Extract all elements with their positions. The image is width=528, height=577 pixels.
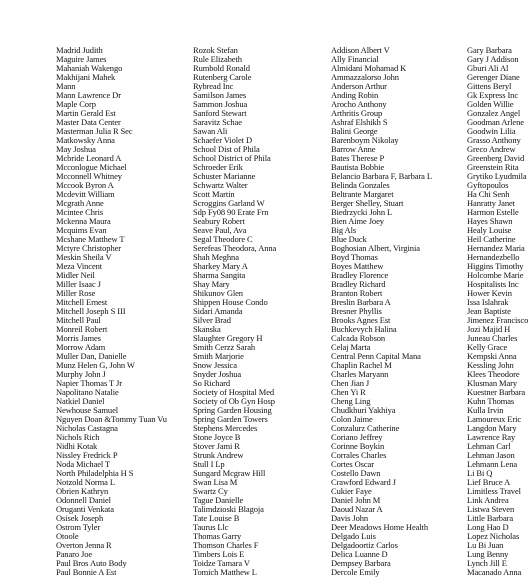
name-entry: Lung Benny: [467, 549, 509, 559]
name-entry: Otoole: [56, 531, 79, 541]
name-entry: Smith Marjorie: [193, 351, 244, 361]
name-entry: Greenberg David: [467, 153, 525, 163]
name-entry: Barrow Anne: [331, 144, 376, 154]
name-entry: Mctyre Christopher: [56, 243, 122, 253]
name-entry: Gary Barbara: [467, 45, 512, 55]
name-entry: Rozok Stefan: [193, 45, 238, 55]
name-entry: Smith Cerzz Sarah: [193, 342, 256, 352]
name-entry: Charles Maryann: [331, 369, 389, 379]
name-entry: So Richard: [193, 378, 231, 388]
name-entry: Ostrom Tyler: [56, 522, 101, 532]
name-entry: Celaj Marta: [331, 342, 371, 352]
name-entry: Samilson James: [193, 90, 247, 100]
name-entry: Issa Islahrak: [467, 297, 509, 307]
name-entry: Paul Bros Auto Body: [56, 558, 127, 568]
name-column-4: [467, 46, 528, 577]
name-entry: May Joshua: [56, 144, 96, 154]
name-entry: Mcbride Leonard A: [56, 153, 122, 163]
name-entry: Sdp Fy08 90 Erate Frn: [193, 207, 269, 217]
name-entry: Hayes Shawn: [467, 216, 513, 226]
name-entry: Chen Jian J: [331, 378, 370, 388]
name-entry: Kelly Grace: [467, 342, 508, 352]
name-entry: Masterman Julia R Sec: [56, 126, 133, 136]
name-entry: Kulla Irvin: [467, 405, 504, 415]
name-entry: Golden Willie: [467, 99, 514, 109]
name-entry: Shippen House Condo: [193, 297, 268, 307]
name-entry: Anderson Arthur: [331, 81, 387, 91]
name-entry: Goodwin Lilia: [467, 126, 516, 136]
name-entry: Arocho Anthony: [331, 99, 387, 109]
name-entry: Lehman Jason: [467, 450, 515, 460]
name-entry: Buchkevych Halina: [331, 324, 397, 334]
name-entry: Tague Danielle: [193, 495, 244, 505]
name-entry: Miller Rose: [56, 288, 96, 298]
name-column-2: [193, 46, 276, 577]
name-entry: Daoud Nazar A: [331, 504, 383, 514]
name-entry: Crawford Edward J: [331, 477, 396, 487]
name-entry: Mann: [56, 81, 76, 91]
name-entry: Higgins Timothy: [467, 261, 524, 271]
name-entry: Timbers Lois E: [193, 549, 245, 559]
name-entry: Murphy John J: [56, 369, 106, 379]
name-entry: Oruganti Venkata: [56, 504, 114, 514]
name-entry: Makhijani Mahek: [56, 72, 116, 82]
name-entry: Society of Hospital Med: [193, 387, 275, 397]
name-entry: Tomich Matthew L: [193, 567, 257, 577]
name-entry: Spring Garden Towers: [193, 414, 268, 424]
name-entry: Midler Neil: [56, 270, 95, 280]
name-entry: Paul Bonnie A Est: [56, 567, 117, 577]
name-entry: Gburi Ali Al: [467, 63, 509, 73]
name-entry: Blue Duck: [331, 234, 367, 244]
name-entry: Scott Martin: [193, 189, 235, 199]
name-entry: Mckenna Maura: [56, 216, 111, 226]
name-entry: Boyes Matthew: [331, 261, 384, 271]
name-entry: Gerenger Diane: [467, 72, 520, 82]
name-entry: Master Data Center: [56, 117, 121, 127]
name-entry: Colon Jaime: [331, 414, 373, 424]
name-entry: Stone Joyce B: [193, 432, 241, 442]
name-entry: Gk Express Inc: [467, 90, 519, 100]
name-entry: Kessling John: [467, 360, 514, 370]
name-entry: Saravitz Schae: [193, 117, 242, 127]
name-entry: Mitchell Joseph S III: [56, 306, 126, 316]
name-entry: Klees Theodore: [467, 369, 520, 379]
name-entry: Shay Mary: [193, 279, 230, 289]
name-entry: Serefeas Theodora, Anna: [193, 243, 277, 253]
name-entry: Boghosian Albert, Virginia: [331, 243, 420, 253]
name-entry: Gary J Addison: [467, 54, 519, 64]
name-entry: Healy Louise: [467, 225, 512, 235]
name-entry: Rumbold Ronald: [193, 63, 250, 73]
name-entry: Rutenberg Carole: [193, 72, 252, 82]
name-entry: Snow Jessica: [193, 360, 237, 370]
name-entry: Sammon Joshua: [193, 99, 248, 109]
name-entry: Osisek Joseph: [56, 513, 104, 523]
name-entry: Link Andrea: [467, 495, 509, 505]
name-entry: Stephens Mercedes: [193, 423, 258, 433]
name-entry: Delica Luanne D: [331, 549, 388, 559]
name-entry: Strunk Andrew: [193, 450, 244, 460]
name-entry: Bautista Bobbie: [331, 162, 385, 172]
name-entry: Chudkhuri Yakhiya: [331, 405, 396, 415]
name-entry: Obrien Kathryn: [56, 486, 109, 496]
name-entry: Maple Corp: [56, 99, 96, 109]
name-entry: Long Hao D: [467, 522, 509, 532]
name-entry: Meza Vincent: [56, 261, 103, 271]
name-entry: Dempsey Barbara: [331, 558, 391, 568]
name-entry: Ashraf Elshikh S: [331, 117, 388, 127]
name-entry: Lynch Jill E: [467, 558, 507, 568]
name-entry: Limitless Travel: [467, 486, 521, 496]
name-entry: Juneau Charles: [467, 333, 518, 343]
name-entry: Balini George: [331, 126, 378, 136]
name-entry: Dercole Emily: [331, 567, 380, 577]
name-entry: Davis John: [331, 513, 369, 523]
name-entry: Holcombe Marie: [467, 270, 524, 280]
name-entry: Meskin Sheila V: [56, 252, 112, 262]
name-entry: Deer Meadows Home Health: [331, 522, 428, 532]
name-entry: Nidhi Kotak: [56, 441, 98, 451]
name-entry: Tate Louise B: [193, 513, 240, 523]
name-entry: Almidani Mohamad K: [331, 63, 407, 73]
name-entry: Nicholas Castagna: [56, 423, 118, 433]
name-entry: Hower Kevin: [467, 288, 512, 298]
name-entry: Grasso Anthony: [467, 135, 521, 145]
name-entry: Mccook Byron A: [56, 180, 114, 190]
name-entry: Martin Gerald Est: [56, 108, 116, 118]
name-entry: Schwartz Walter: [193, 180, 248, 190]
name-entry: Nissley Fredrick P: [56, 450, 118, 460]
name-entry: Silver Brad: [193, 315, 231, 325]
name-entry: Thomson Charles F: [193, 540, 259, 550]
name-entry: Kuestner Barbara: [467, 387, 526, 397]
name-entry: Noda Michael T: [56, 459, 111, 469]
name-entry: Slaughter Gregory H: [193, 333, 263, 343]
name-entry: Mcgrath Anne: [56, 198, 104, 208]
name-entry: Cukier Faye: [331, 486, 372, 496]
name-entry: Conzalurz Catherine: [331, 423, 400, 433]
name-entry: Swan Lisa M: [193, 477, 238, 487]
name-entry: Costello Dawn: [331, 468, 381, 478]
name-entry: Mcconnell Whitney: [56, 171, 122, 181]
name-entry: Talimdzioski Blagoja: [193, 504, 264, 514]
name-entry: Jimenez Francisco: [467, 315, 528, 325]
name-entry: Gonzalez Angel: [467, 108, 521, 118]
name-entry: Madrid Judith: [56, 45, 103, 55]
name-entry: North Philadelphia H S: [56, 468, 134, 478]
name-entry: Cheng Ling: [331, 396, 371, 406]
name-entry: Mcconlogue Michael: [56, 162, 127, 172]
name-entry: Calcada Robson: [331, 333, 386, 343]
name-entry: Jozi Majid H: [467, 324, 511, 334]
name-entry: Bates Therese P: [331, 153, 385, 163]
name-entry: Li Bi Q: [467, 468, 493, 478]
name-entry: Segal Theodore C: [193, 234, 253, 244]
name-entry: Sidari Amanda: [193, 306, 243, 316]
name-entry: Hernandez Maria: [467, 243, 525, 253]
name-entry: Napier Thomas T Jr: [56, 378, 122, 388]
name-entry: Spring Garden Housing: [193, 405, 272, 415]
name-column-1: [56, 46, 167, 577]
name-entry: Ha Chi Senh: [467, 189, 510, 199]
name-entry: Swartz Cy: [193, 486, 228, 496]
name-entry: Listwa Steven: [467, 504, 515, 514]
name-entry: Greenstein Rita: [467, 162, 519, 172]
name-entry: Chen Yi R: [331, 387, 366, 397]
name-entry: Toidze Tamara V: [193, 558, 250, 568]
name-entry: Mcshane Matthew T: [56, 234, 125, 244]
name-entry: Nguyen Doan &Tommy Tuan Vu: [56, 414, 167, 424]
name-entry: Berger Shelley, Stuart: [331, 198, 404, 208]
name-entry: Skanska: [193, 324, 221, 334]
name-entry: Hanratty Janet: [467, 198, 515, 208]
name-entry: Nichols Rich: [56, 432, 100, 442]
name-entry: Anding Robin: [331, 90, 379, 100]
name-entry: Morris James: [56, 333, 101, 343]
name-entry: Lehman Carl: [467, 441, 511, 451]
name-entry: Harmon Estelle: [467, 207, 519, 217]
name-entry: Heil Catherine: [467, 234, 516, 244]
name-entry: Mcdevitt William: [56, 189, 115, 199]
name-entry: Scroggins Garland W: [193, 198, 265, 208]
name-entry: Bresner Phyllis: [331, 306, 382, 316]
name-entry: Society of Ob Gyn Hosp: [193, 396, 275, 406]
name-entry: Belancio Barbara F, Barbara L: [331, 171, 432, 181]
name-entry: Mann Lawrence Dr: [56, 90, 121, 100]
name-entry: Morrow Adam: [56, 342, 106, 352]
name-entry: Sharkey Mary A: [193, 261, 248, 271]
name-entry: Hospitalists Inc: [467, 279, 519, 289]
name-entry: Shah Meghna: [193, 252, 239, 262]
name-entry: Central Penn Capital Mana: [331, 351, 421, 361]
name-entry: Big Als: [331, 225, 357, 235]
name-entry: Taurus Llc: [193, 522, 229, 532]
name-entry: Hernandezbello: [467, 252, 520, 262]
name-entry: Barenboym Nikolay: [331, 135, 399, 145]
name-entry: Macanado Anna: [467, 567, 522, 577]
name-entry: Lehmann Lena: [467, 459, 518, 469]
name-entry: Langdon Mary: [467, 423, 517, 433]
name-entry: Delgadoortiz Carlos: [331, 540, 398, 550]
name-entry: Addison Albert V: [331, 45, 390, 55]
name-entry: Lopez Nicholas: [467, 531, 520, 541]
name-entry: Boyd Thomas: [331, 252, 378, 262]
name-entry: Chaplin Rachel M: [331, 360, 392, 370]
name-entry: Schaefer Violet D: [193, 135, 252, 145]
name-entry: Beltrante Margaret: [331, 189, 394, 199]
name-entry: Schuster Marianne: [193, 171, 256, 181]
name-entry: Lief Bruce A: [467, 477, 511, 487]
name-entry: Bien Aime Joey: [331, 216, 384, 226]
name-entry: Lu Bi Juan: [467, 540, 504, 550]
name-entry: Notzold Norma L: [56, 477, 115, 487]
name-entry: Monreil Robert: [56, 324, 108, 334]
name-entry: Belinda Gonzales: [331, 180, 390, 190]
name-entry: Corinne Boykin: [331, 441, 385, 451]
name-entry: Muller Dan, Danielle: [56, 351, 127, 361]
name-entry: Bradley Richard: [331, 279, 386, 289]
name-entry: Munz Helen G, John W: [56, 360, 135, 370]
name-entry: Greco Andrew: [467, 144, 516, 154]
name-entry: Delgado Luis: [331, 531, 376, 541]
name-entry: Brooks Agnes Est: [331, 315, 391, 325]
name-entry: Gittens Beryl: [467, 81, 512, 91]
name-entry: Sungard Mcgraw Hill: [193, 468, 266, 478]
name-entry: Biedrzycki John L: [331, 207, 393, 217]
name-entry: Bradley Florence: [331, 270, 389, 280]
name-entry: Mahaniah Wakengo: [56, 63, 123, 73]
name-entry: Maguire James: [56, 54, 107, 64]
name-entry: Schroeder Erik: [193, 162, 243, 172]
name-entry: Arthritis Group: [331, 108, 383, 118]
name-entry: Ally Financial: [331, 54, 379, 64]
name-entry: Seave Paul, Ava: [193, 225, 247, 235]
name-entry: Panaro Joe: [56, 549, 93, 559]
name-entry: Branton Robert: [331, 288, 383, 298]
name-entry: Matkowsky Anna: [56, 135, 115, 145]
name-entry: Odonnell Daniel: [56, 495, 111, 505]
name-entry: Jean Baptiste: [467, 306, 511, 316]
name-entry: Little Barbara: [467, 513, 514, 523]
name-entry: Seabury Robert: [193, 216, 245, 226]
name-entry: Sawan Ali: [193, 126, 228, 136]
name-entry: Miller Isaac J: [56, 279, 101, 289]
name-entry: Coriano Jeffrey: [331, 432, 383, 442]
name-entry: Lamoureux Eric: [467, 414, 522, 424]
name-entry: Newhouse Samuel: [56, 405, 119, 415]
name-entry: Rybread Inc: [193, 81, 234, 91]
name-entry: School Dist of Phila: [193, 144, 260, 154]
name-entry: Mcquims Evan: [56, 225, 107, 235]
name-entry: Snyder Joshua: [193, 369, 242, 379]
name-entry: Cortes Oscar: [331, 459, 374, 469]
name-entry: Sharma Sangita: [193, 270, 246, 280]
name-entry: Ammazzalorso John: [331, 72, 399, 82]
name-entry: Kempski Anna: [467, 351, 517, 361]
name-entry: Mitchell Ernest: [56, 297, 108, 307]
name-entry: Goodman Arlene: [467, 117, 524, 127]
name-entry: Rule Elizabeth: [193, 54, 242, 64]
name-entry: Breslin Barbara A: [331, 297, 391, 307]
name-entry: Gyftopoulos: [467, 180, 509, 190]
name-entry: Klusman Mary: [467, 378, 518, 388]
name-entry: Mitchell Paul: [56, 315, 101, 325]
name-entry: Corrales Charles: [331, 450, 387, 460]
name-entry: Sanford Stewart: [193, 108, 247, 118]
name-entry: Napolitano Natalie: [56, 387, 119, 397]
name-entry: Overton Jenna R: [56, 540, 112, 550]
name-entry: Grytiko Lyudmila: [467, 171, 527, 181]
name-entry: Thomas Garry: [193, 531, 242, 541]
name-entry: School District of Phila: [193, 153, 271, 163]
name-entry: Daniel John M: [331, 495, 381, 505]
name-entry: Stover Jami R: [193, 441, 240, 451]
name-entry: Natkiel Daniel: [56, 396, 105, 406]
name-entry: Shikunov Glen: [193, 288, 243, 298]
name-column-3: [331, 46, 432, 577]
name-entry: Mcintee Chris: [56, 207, 104, 217]
name-entry: Lawrence Ray: [467, 432, 516, 442]
name-entry: Kuhn Thomas: [467, 396, 515, 406]
name-entry: Stull I Lp: [193, 459, 225, 469]
